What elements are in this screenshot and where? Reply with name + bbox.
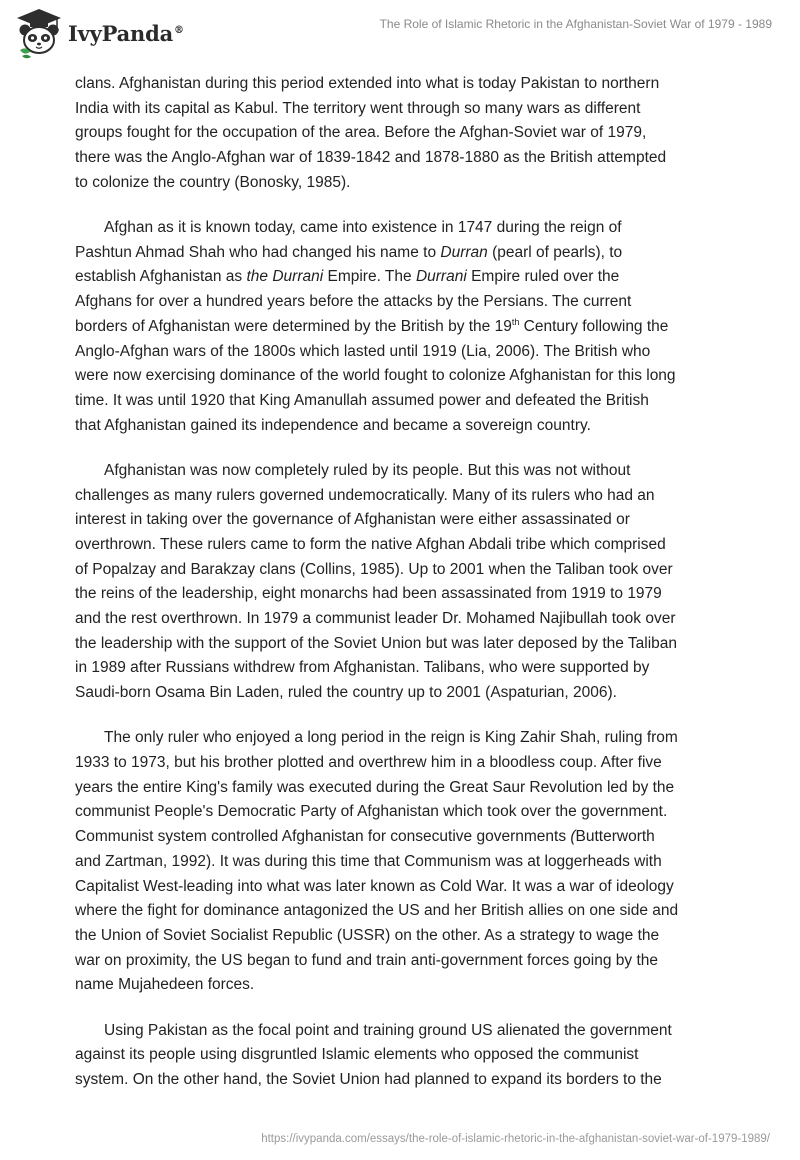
paragraph-2 [75,216,735,438]
paragraph-3 [75,459,735,706]
text-line: that Afghanistan gained its independence and became a sovereign country. [75,416,591,434]
text-line: were now exercising dominance of the world fought to colonize Afghanistan for this long [75,367,676,385]
text-line: war on proximity, the US began to fund and train anti-government forces going by the [75,951,659,969]
text-line: Afghanistan was now completely ruled by its people. But this was not without [104,461,631,479]
text-line: name Mujahedeen forces. [75,976,255,994]
text-line: Using Pakistan as the focal point and training ground US alienated the government [104,1021,672,1039]
text-line: against its people using disgruntled Islamic elements who opposed the communist [75,1046,639,1064]
text-line: Anglo-Afghan wars of the 1800s which lasted until 1919 (Lia, 2006). The British who [75,342,651,360]
page-header [0,0,800,70]
text-line: Pashtun Ahmad Shah who had changed his name to Durran (pearl of pearls), to [75,243,623,261]
text-line: of Popalzay and Barakzay clans (Collins, 1985). Up to 2001 when the Taliban took over [75,560,673,578]
text-line: challenges as many rulers governed undemocratically. Many of its rulers who had an [75,486,655,504]
text-line: system. On the other hand, the Soviet Union had planned to expand its borders to the [75,1071,662,1089]
text-line: interest in taking over the governance of Afghanistan were either assassinated or [75,511,630,529]
text-line: groups fought for the occupation of the area. Before the Afghan-Soviet war of 1979, [75,124,647,142]
brand-name: IvyPanda® [68,20,184,46]
text-line: borders of Afghanistan were determined by the British by the 19th Century following the [75,316,669,335]
text-line: clans. Afghanistan during this period extended into what is today Pakistan to northern [75,75,660,92]
text-line: the Union of Soviet Socialist Republic (USSR) on the other. As a strategy to wage the [75,927,660,944]
text-line: time. It was until 1920 that King Amanullah assumed power and defeated the British [75,391,649,409]
text-line: to colonize the country (Bonosky, 1985). [75,173,351,191]
text-line: The only ruler who enjoyed a long period in the reign is King Zahir Shah, ruling from [104,729,678,747]
text-line: the leadership with the support of the Soviet Union but was later deposed by the Taliban [75,634,678,652]
text-line: the reins of the leadership, eight monarchs had been assassinated from 1919 to 1979 [75,585,662,603]
text-line: years the entire King's family was executed during the Great Saur Revolution led by the [75,778,675,796]
text-line: Afghan as it is known today, came into existence in 1747 during the reign of [104,219,622,237]
text-line: in 1989 after Russians withdrew from Afghanistan. Talibans, who were supported by [75,659,650,677]
source-url-link[interactable]: https://ivypanda.com/essays/the-role-of-islamic-rhetoric-in-the-afghanistan-soviet-war-of-1979-1989/ [261,1133,770,1145]
text-line: where the fight for dominance antagonized the US and her British allies on one side and [75,902,679,920]
text-line: Communist system controlled Afghanistan for consecutive governments (Butterworth [75,828,655,846]
text-line: Saudi-born Osama Bin Laden, ruled the country up to 2001 (Aspaturian, 2006). [75,684,617,702]
text-line: communist People's Democratic Party of Afghanistan which took over the government. [75,803,668,821]
text-line: and the rest overthrown. In 1979 a communist leader Dr. Mohamed Najibullah took over [75,610,676,628]
text-line: there was the Anglo-Afghan war of 1839-1842 and 1878-1880 as the British attempted [75,149,667,167]
text-line: Afghans for over a hundred years before the attacks by the Persians. The current [75,293,632,311]
text-line: Capitalist West-leading into what was later known as Cold War. It was a war of ideology [75,877,674,895]
text-line: 1933 to 1973, but his brother plotted and overthrew him in a bloodless coup. After five [75,754,662,772]
text-line: India with its capital as Kabul. The territory went through so many wars as different [75,99,641,117]
essay-body [75,72,735,1113]
paragraph-1 [75,72,735,196]
paragraph-4 [75,726,735,998]
document-title: The Role of Islamic Rhetoric in the Afghanistan-Soviet War of 1979 - 1989 [379,17,772,31]
panda-mascot-icon [14,6,64,60]
text-line: and Zartman, 1992). It was during this time that Communism was at loggerheads with [75,852,662,870]
text-line: establish Afghanistan as the Durrani Empire. The Durrani Empire ruled over the [75,268,620,286]
paragraph-5 [75,1019,735,1093]
ivypanda-logo[interactable] [14,6,184,60]
text-line: overthrown. These rulers came to form the native Afghan Abdali tribe which comprised [75,535,666,553]
